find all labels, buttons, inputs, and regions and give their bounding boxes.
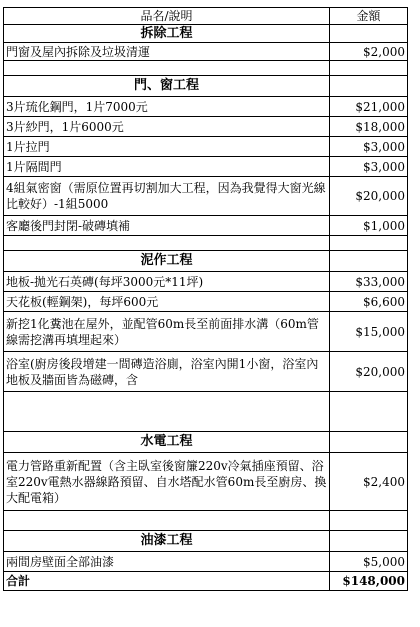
line-item-row <box>4 216 408 236</box>
line-item-row <box>4 117 408 137</box>
item-amount: $21,000 <box>330 97 408 117</box>
item-amount: $18,000 <box>330 117 408 137</box>
item-amount: $2,400 <box>330 453 408 511</box>
section-title-row <box>4 432 408 453</box>
line-item-row <box>4 177 408 216</box>
line-item-row <box>4 552 408 572</box>
line-item-row <box>4 43 408 61</box>
section-title-row <box>4 531 408 552</box>
total-label: 合計 <box>4 572 330 591</box>
item-amount: $3,000 <box>330 157 408 177</box>
section-title-row <box>4 25 408 43</box>
header-amount: 金額 <box>330 8 408 25</box>
total-row <box>4 572 408 591</box>
item-amount: $33,000 <box>330 272 408 292</box>
line-item-row <box>4 272 408 292</box>
item-description: 門窗及屋內拆除及垃圾清運 <box>4 43 330 61</box>
item-description: 天花板(輕鋼架)，每坪600元 <box>4 292 330 312</box>
total-amount: $148,000 <box>330 572 408 591</box>
line-item-row <box>4 97 408 117</box>
item-amount: $1,000 <box>330 216 408 236</box>
item-description: 地板-拋光石英磚(每坪3000元*11坪) <box>4 272 330 292</box>
line-item-row <box>4 137 408 157</box>
item-description: 客廳後門封閉-破磚填補 <box>4 216 330 236</box>
item-amount: $2,000 <box>330 43 408 61</box>
quotation-table <box>3 7 408 591</box>
item-amount: $5,000 <box>330 552 408 572</box>
item-description: 3片琉化鋼門，1片7000元 <box>4 97 330 117</box>
header-description: 品名/說明 <box>4 8 330 25</box>
section-title: 水電工程 <box>4 432 330 453</box>
section-title: 油漆工程 <box>4 531 330 552</box>
item-description: 電力管路重新配置（含主臥室後窗簾220v冷氣插座預留、浴室220v電熱水器線路預留、自水塔配水管60m長至廚房、換大配電箱） <box>4 453 330 511</box>
spacer-row <box>4 511 408 531</box>
spacer-row <box>4 236 408 251</box>
item-amount: $6,600 <box>330 292 408 312</box>
line-item-row <box>4 157 408 177</box>
header-row <box>4 8 408 25</box>
line-item-row <box>4 352 408 392</box>
item-amount: $20,000 <box>330 177 408 216</box>
section-title-row <box>4 251 408 272</box>
spacer-row <box>4 61 408 76</box>
line-item-row <box>4 312 408 352</box>
item-amount: $20,000 <box>330 352 408 392</box>
item-amount: $15,000 <box>330 312 408 352</box>
item-description: 4組氣密窗（需原位置再切割加大工程，因為我覺得大窗光線比較好）-1組5000 <box>4 177 330 216</box>
item-description: 1片隔間門 <box>4 157 330 177</box>
item-amount: $3,000 <box>330 137 408 157</box>
item-description: 3片紗門，1片6000元 <box>4 117 330 137</box>
item-description: 浴室(廚房後段增建一間磚造浴廁，浴室內開1小窗，浴室內地板及牆面皆為磁磚，含 <box>4 352 330 392</box>
line-item-row <box>4 292 408 312</box>
line-item-row <box>4 453 408 511</box>
section-title: 門、窗工程 <box>4 76 330 97</box>
section-title: 泥作工程 <box>4 251 330 272</box>
spacer-row <box>4 392 408 432</box>
section-title: 拆除工程 <box>4 25 330 43</box>
item-description: 新挖1化糞池在屋外，並配管60m長至前面排水溝（60m管線需挖溝再填埋起來） <box>4 312 330 352</box>
section-title-row <box>4 76 408 97</box>
item-description: 1片拉門 <box>4 137 330 157</box>
item-description: 兩間房壁面全部油漆 <box>4 552 330 572</box>
